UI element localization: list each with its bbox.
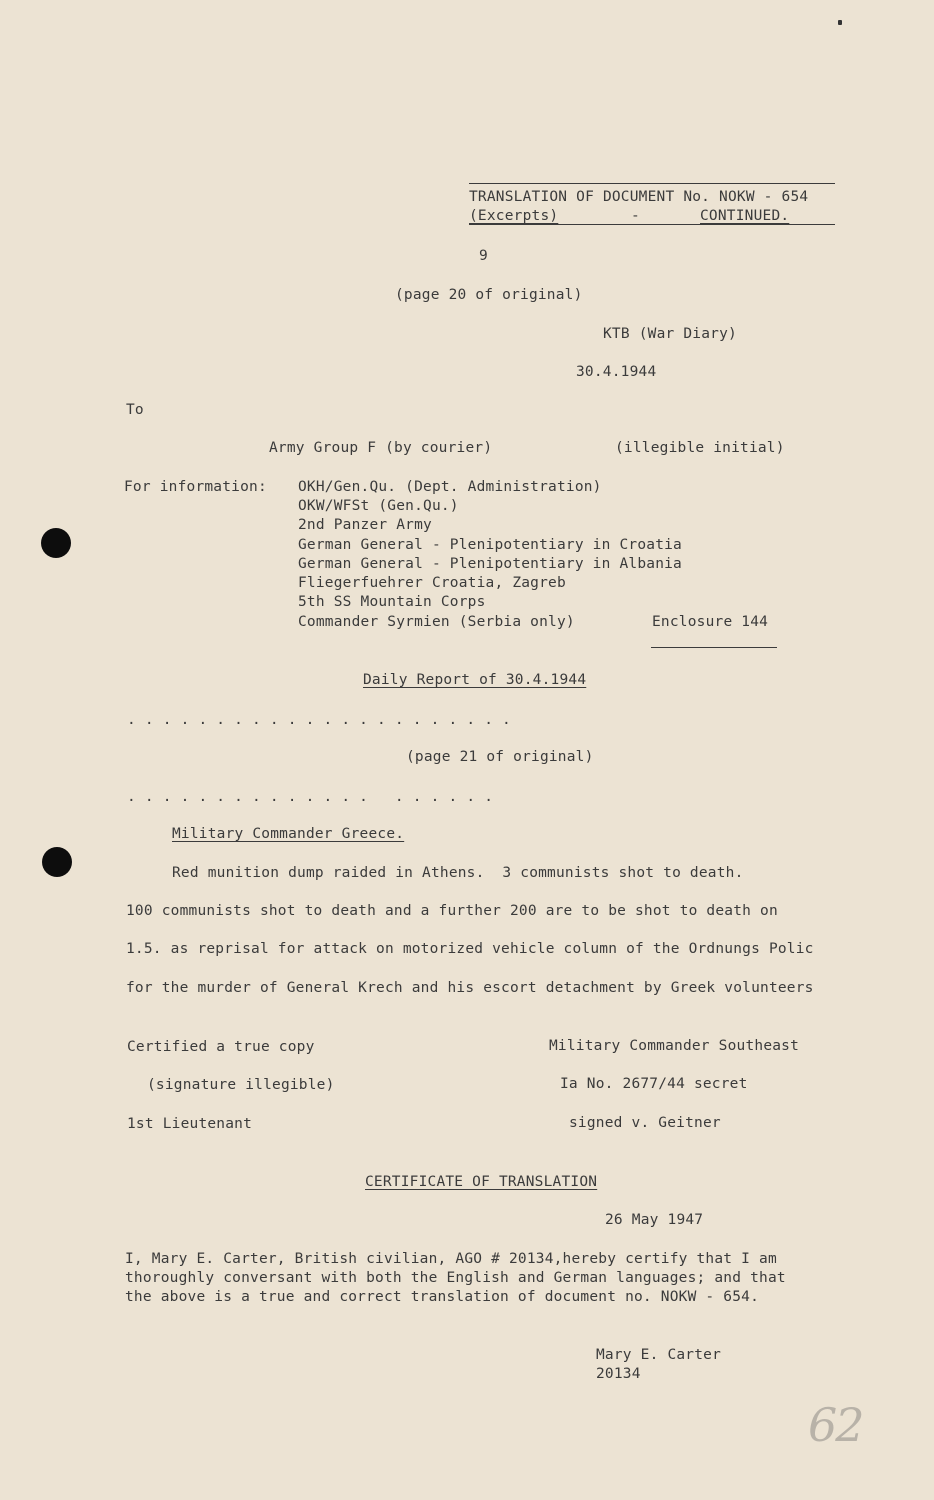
header-title: TRANSLATION OF DOCUMENT No. NOKW - 654 [469, 189, 809, 205]
info-recipient: Commander Syrmien (Serbia only) [298, 614, 575, 630]
page-reference-2: (page 21 of original) [406, 749, 594, 765]
handwritten-page-number: 62 [808, 1398, 863, 1452]
paper-speck [838, 20, 842, 25]
daily-report-title: Daily Report of 30.4.1944 [363, 672, 587, 688]
body-line: 1.5. as reprisal for attack on motorized vehicle column of the Ordnungs Polic [126, 941, 814, 957]
certificate-date: 26 May 1947 [605, 1212, 704, 1228]
sender-title: Military Commander Southeast [549, 1038, 800, 1054]
to-label: To [126, 402, 144, 418]
header-continued: CONTINUED. [700, 208, 790, 224]
header-dash: - [631, 208, 640, 224]
certificate-line: the above is a true and correct translation of document no. NOKW - 654. [125, 1289, 760, 1305]
header-excerpts: (Excerpts) [469, 208, 559, 224]
sender-signed: signed v. Geitner [569, 1115, 721, 1131]
info-recipient: 2nd Panzer Army [298, 517, 432, 533]
to-recipient: Army Group F (by courier) [269, 440, 493, 456]
enclosure-label: Enclosure 144 [652, 614, 769, 630]
certificate-title: CERTIFICATE OF TRANSLATION [365, 1174, 598, 1190]
info-recipient: OKW/WFSt (Gen.Qu.) [298, 498, 459, 514]
war-diary-label: KTB (War Diary) [603, 326, 737, 342]
translator-number: 20134 [596, 1366, 641, 1382]
punch-hole-top [41, 528, 71, 558]
omission-dots: . . . . . . . . . . . . . . . . . . . . . . [127, 712, 511, 728]
body-line: Red munition dump raided in Athens. 3 communists shot to death. [172, 865, 744, 881]
punch-hole-bottom [42, 847, 72, 877]
page-reference-1: (page 20 of original) [395, 287, 583, 303]
sender-reference: Ia No. 2677/44 secret [560, 1076, 748, 1092]
translator-name: Mary E. Carter [596, 1347, 722, 1363]
info-recipient: German General - Plenipotentiary in Croatia [298, 537, 682, 553]
info-recipient: German General - Plenipotentiary in Albania [298, 556, 682, 572]
certified-copy-label: Certified a true copy [127, 1039, 315, 1055]
certificate-line: I, Mary E. Carter, British civilian, AGO # 20134,hereby certify that I am [125, 1251, 777, 1267]
enclosure-rule [651, 647, 777, 648]
header-bottom-rule [469, 224, 835, 225]
header-top-rule [469, 183, 835, 184]
certificate-line: thoroughly conversant with both the English and German languages; and that [125, 1270, 786, 1286]
for-information-label: For information: [124, 479, 267, 495]
omission-dots: . . . . . . . . . . . . . . . . . . . . [127, 789, 494, 805]
body-line: 100 communists shot to death and a further 200 are to be shot to death on [126, 903, 778, 919]
body-line: for the murder of General Krech and his escort detachment by Greek volunteers [126, 980, 814, 996]
report-date: 30.4.1944 [576, 364, 657, 380]
info-recipient: OKH/Gen.Qu. (Dept. Administration) [298, 479, 602, 495]
page-number: 9 [479, 248, 488, 264]
info-recipient: Fliegerfuehrer Croatia, Zagreb [298, 575, 566, 591]
info-recipient: 5th SS Mountain Corps [298, 594, 486, 610]
certified-rank: 1st Lieutenant [127, 1116, 253, 1132]
illegible-initial: (illegible initial) [615, 440, 785, 456]
section-title: Military Commander Greece. [172, 826, 405, 842]
certified-signature: (signature illegible) [147, 1077, 335, 1093]
